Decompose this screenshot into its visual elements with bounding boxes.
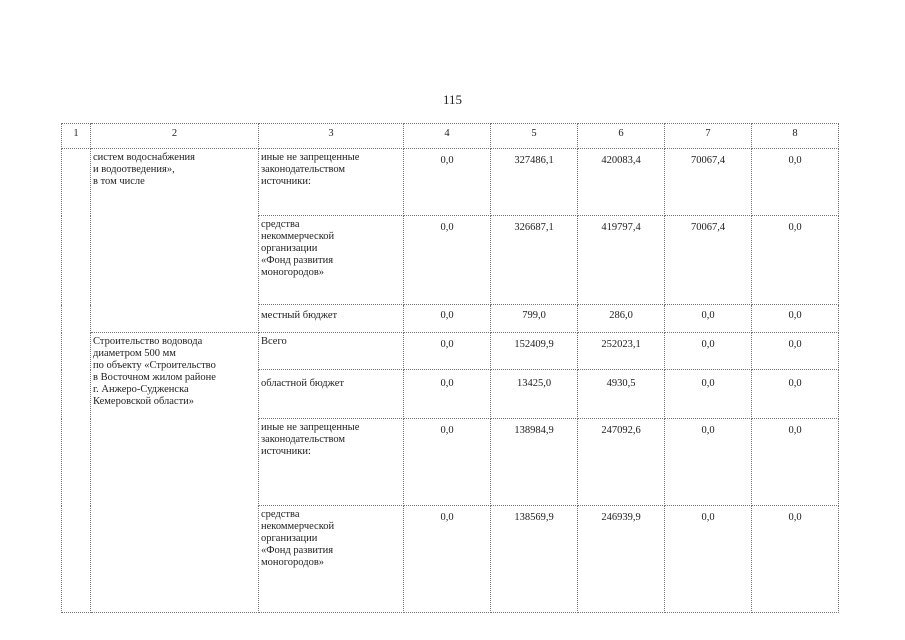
- text-line: по объекту «Строительство: [93, 360, 216, 371]
- text-line: организации: [261, 533, 318, 544]
- text-line: Кемеровской области»: [93, 396, 195, 407]
- header-cell: 7: [665, 124, 752, 149]
- value-cell: 0,0: [404, 370, 491, 419]
- text-line: в том числе: [93, 176, 145, 187]
- text-line: моногородов»: [261, 267, 325, 278]
- value-cell: 0,0: [752, 305, 839, 333]
- text-line: средства: [261, 219, 300, 230]
- text-line: источники:: [261, 446, 311, 457]
- source-cell: [259, 216, 404, 305]
- text-line: моногородов»: [261, 557, 325, 568]
- text-line: законодательством: [261, 434, 346, 445]
- text-line: диаметром 500 мм: [93, 348, 176, 359]
- value-cell: 247092,6: [578, 419, 665, 506]
- value-cell: 0,0: [752, 333, 839, 370]
- value-cell: 138569,9: [491, 506, 578, 613]
- text-line: средства: [261, 509, 300, 520]
- value-cell: 326687,1: [491, 216, 578, 305]
- value-cell: 0,0: [404, 506, 491, 613]
- text-line: некоммерческой: [261, 231, 335, 242]
- value-cell: 0,0: [404, 419, 491, 506]
- text-line: в Восточном жилом районе: [93, 372, 216, 383]
- header-cell: 5: [491, 124, 578, 149]
- source-cell: местный бюджет: [259, 305, 404, 333]
- value-cell: 0,0: [665, 370, 752, 419]
- value-cell: 286,0: [578, 305, 665, 333]
- page-number: 115: [442, 92, 463, 107]
- source-cell: [259, 149, 404, 216]
- value-cell: 0,0: [404, 216, 491, 305]
- value-cell: 0,0: [404, 305, 491, 333]
- text-line: Строительство водовода: [93, 336, 203, 347]
- source-cell: [259, 506, 404, 613]
- header-cell: 6: [578, 124, 665, 149]
- table-row: [62, 333, 839, 370]
- table-row: [62, 149, 839, 216]
- value-cell: 0,0: [665, 305, 752, 333]
- text-line: и водоотведения»,: [93, 164, 175, 175]
- col1-cell: [62, 149, 91, 613]
- text-line: «Фонд развития: [261, 255, 334, 266]
- value-cell: 0,0: [752, 149, 839, 216]
- text-line: источники:: [261, 176, 311, 187]
- source-cell: Всего: [259, 333, 404, 370]
- value-cell: 799,0: [491, 305, 578, 333]
- measure-name-cell: [91, 149, 259, 333]
- value-cell: 252023,1: [578, 333, 665, 370]
- value-cell: 420083,4: [578, 149, 665, 216]
- value-cell: 0,0: [404, 333, 491, 370]
- text-line: систем водоснабжения: [93, 152, 196, 163]
- value-cell: 419797,4: [578, 216, 665, 305]
- value-cell: 0,0: [404, 149, 491, 216]
- value-cell: 70067,4: [665, 149, 752, 216]
- value-cell: 138984,9: [491, 419, 578, 506]
- text-line: иные не запрещенные: [261, 152, 360, 163]
- value-cell: 327486,1: [491, 149, 578, 216]
- value-cell: 0,0: [752, 216, 839, 305]
- text-line: иные не запрещенные: [261, 422, 360, 433]
- header-row: [62, 124, 839, 149]
- text-line: законодательством: [261, 164, 346, 175]
- value-cell: 0,0: [752, 419, 839, 506]
- header-cell: 2: [91, 124, 259, 149]
- value-cell: 0,0: [665, 506, 752, 613]
- text-line: «Фонд развития: [261, 545, 334, 556]
- measure-name-cell: [91, 333, 259, 613]
- value-cell: 13425,0: [491, 370, 578, 419]
- header-cell: 1: [62, 124, 91, 149]
- value-cell: 0,0: [665, 333, 752, 370]
- header-cell: 3: [259, 124, 404, 149]
- source-cell: [259, 419, 404, 506]
- value-cell: 246939,9: [578, 506, 665, 613]
- text-line: г. Анжеро-Судженска: [93, 384, 189, 395]
- budget-table: [61, 123, 839, 613]
- value-cell: 152409,9: [491, 333, 578, 370]
- text-line: некоммерческой: [261, 521, 335, 532]
- text-line: организации: [261, 243, 318, 254]
- header-cell: 8: [752, 124, 839, 149]
- value-cell: 4930,5: [578, 370, 665, 419]
- source-cell: областной бюджет: [259, 370, 404, 419]
- header-cell: 4: [404, 124, 491, 149]
- value-cell: 70067,4: [665, 216, 752, 305]
- value-cell: 0,0: [665, 419, 752, 506]
- value-cell: 0,0: [752, 370, 839, 419]
- value-cell: 0,0: [752, 506, 839, 613]
